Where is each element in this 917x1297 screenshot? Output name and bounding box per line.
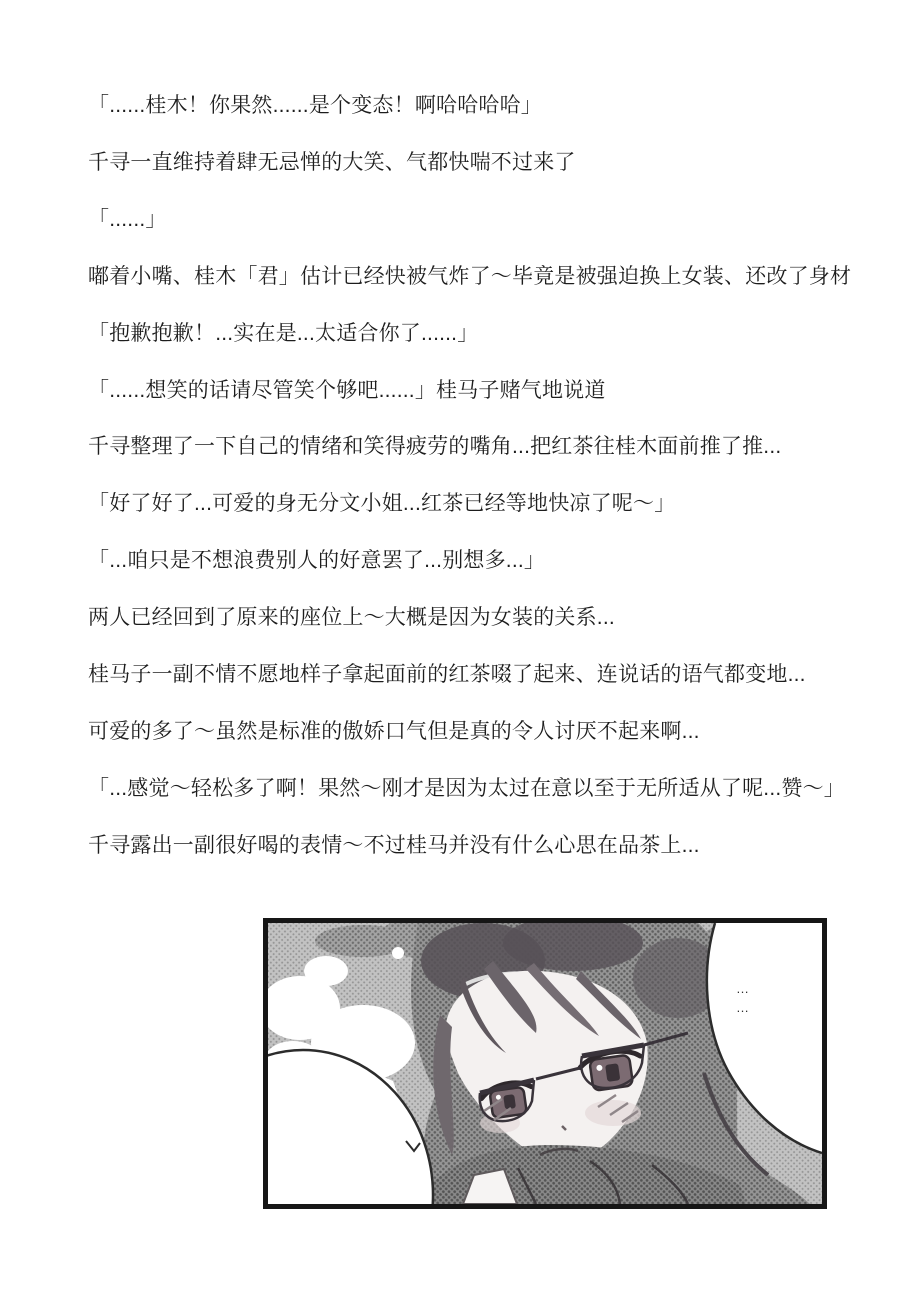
story-line: 千寻露出一副很好喝的表情～不过桂马并没有什么心思在品茶上...	[88, 833, 700, 857]
story-line: 两人已经回到了原来的座位上～大概是因为女装的关系...	[88, 606, 615, 630]
manga-panel-illustration	[263, 918, 827, 1209]
speech-bubble-ellipsis-text: ……	[735, 981, 750, 1019]
story-line: 千寻一直维持着肆无忌惮的大笑、气都快喘不过来了	[88, 150, 576, 174]
story-line: 「......」	[88, 207, 167, 231]
story-line: 桂马子一副不情不愿地样子拿起面前的红茶啜了起来、连说话的语气都变地...	[88, 663, 806, 687]
story-line: 「...咱只是不想浪费别人的好意罢了...别想多...」	[88, 549, 546, 573]
story-line: 「......想笑的话请尽管笑个够吧......」桂马子赌气地说道	[88, 378, 606, 402]
story-line: 可爱的多了～虽然是标准的傲娇口气但是真的令人讨厌不起来啊...	[88, 719, 700, 743]
story-line: 「好了好了...可爱的身无分文小姐...红茶已经等地快凉了呢～」	[88, 492, 676, 516]
story-line: 嘟着小嘴、桂木「君」估计已经快被气炸了～毕竟是被强迫换上女装、还改了身材	[88, 264, 852, 288]
story-text	[88, 78, 898, 875]
story-line: 「......桂木！你果然......是个变态！啊哈哈哈哈」	[88, 94, 543, 117]
story-line: 「抱歉抱歉！...实在是...太适合你了......」	[88, 321, 479, 345]
story-line: 千寻整理了一下自己的情绪和笑得疲劳的嘴角...把红茶往桂木面前推了推...	[88, 435, 782, 459]
story-line: 「...感觉～轻松多了啊！果然～刚才是因为太过在意以至于无所适从了呢...赞～」	[88, 776, 846, 800]
manga-panel-art	[268, 923, 822, 1204]
